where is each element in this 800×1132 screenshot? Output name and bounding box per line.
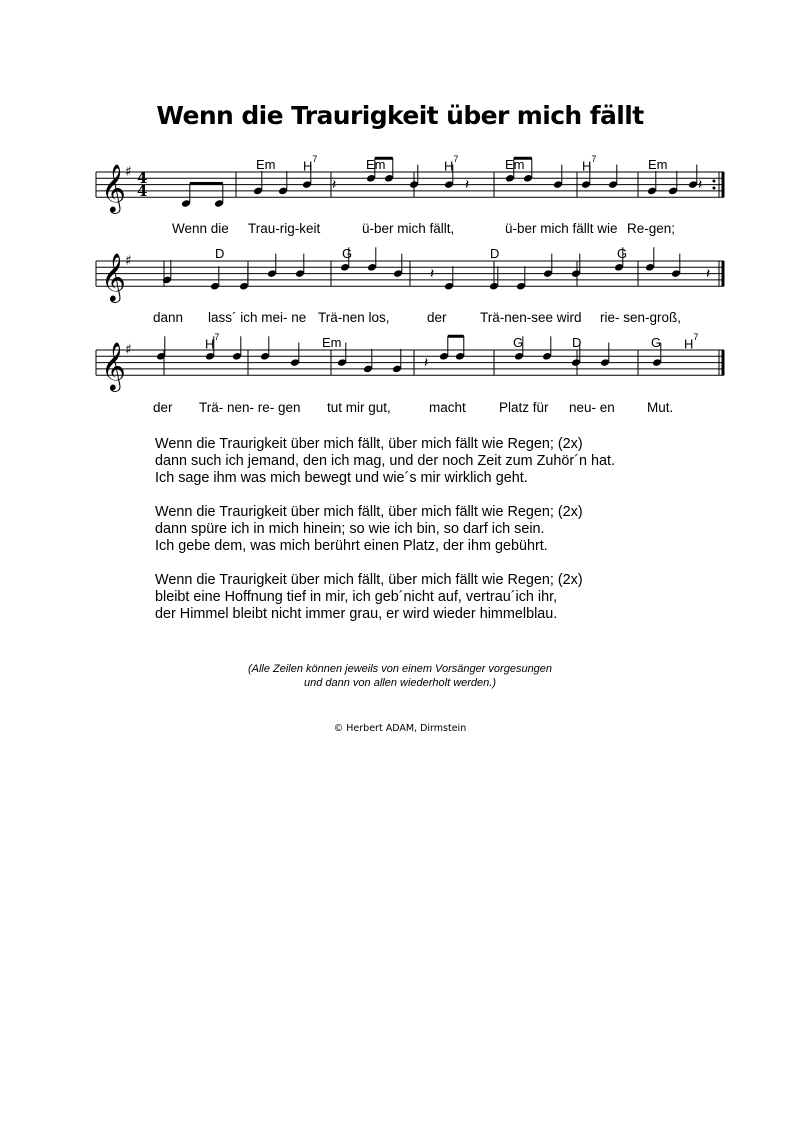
lyric-segment: Trä-nen los,: [318, 310, 390, 325]
treble-clef-icon: 𝄞: [101, 163, 126, 213]
chord-symbol: $H^7$: [684, 332, 699, 352]
chord-symbol: G: [513, 335, 524, 350]
rest-icon: 𝄽: [430, 266, 435, 282]
lyric-segment: Trau-rig-keit: [248, 221, 321, 236]
performance-note: (Alle Zeilen können jeweils von einem Vorsänger vorgesungen und dann von allen wiederholt werden.): [247, 663, 553, 689]
lyric-segment: neu- en: [569, 400, 615, 415]
chord-symbol: $H^7$: [205, 332, 220, 352]
rest-icon: 𝄽: [706, 266, 711, 282]
sheet-music: [0, 0, 800, 430]
sharp-icon: ♯: [125, 253, 132, 269]
chord-symbol: G: [651, 335, 662, 350]
lyric-segment: Trä- nen- re- gen: [199, 400, 301, 415]
lyric-segment: tut mir gut,: [327, 400, 391, 415]
copyright: © Herbert ADAM, Dirmstein: [333, 723, 467, 734]
lyric-segment: lass´ ich mei- ne: [208, 310, 307, 325]
chord-symbol: Em: [322, 335, 342, 350]
chord-symbol: $H^7$: [444, 154, 459, 174]
lyric-segment: Mut.: [647, 400, 674, 415]
rest-icon: 𝄽: [332, 177, 337, 193]
sharp-icon: ♯: [125, 342, 132, 358]
chord-symbol: Em: [505, 157, 525, 172]
verse-2: Wenn die Traurigkeit über mich fällt, über mich fällt wie Regen; (2x) dann spüre ich in mich hinein; so wie ich bin, so darf ich sein. Ich gebe dem, was mich berührt einen Platz, der ihm gebührt.: [155, 504, 583, 554]
lyric-segment: der: [153, 400, 173, 415]
chord-symbol: D: [490, 246, 500, 261]
rest-icon: 𝄽: [424, 355, 429, 371]
chord-symbol: D: [215, 246, 225, 261]
treble-clef-icon: 𝄞: [101, 341, 126, 391]
chord-symbol: G: [342, 246, 353, 261]
lyric-segment: ü-ber mich fällt,: [362, 221, 455, 236]
chord-symbol: D: [572, 335, 582, 350]
lyric-segment: der: [427, 310, 447, 325]
lyric-segment: ü-ber mich fällt wie: [505, 221, 618, 236]
chord-symbol: $H^7$: [303, 154, 318, 174]
rest-icon: 𝄽: [465, 177, 470, 193]
lyric-segment: Platz für: [499, 400, 549, 415]
chord-symbol: Em: [256, 157, 276, 172]
treble-clef-icon: 𝄞: [101, 252, 126, 302]
lyric-segment: dann: [153, 310, 184, 325]
repeat-dot: [713, 180, 716, 183]
rest-icon: 𝄽: [698, 177, 703, 193]
time-signature-top: 4: [137, 169, 148, 187]
notes: [101, 154, 716, 392]
chord-symbol: $H^7$: [582, 154, 597, 174]
time-signature-bottom: 4: [137, 182, 148, 200]
lyric-segment: macht: [429, 400, 466, 415]
chord-symbol: G: [617, 246, 628, 261]
chord-symbol: Em: [648, 157, 668, 172]
lyric-segment: Trä-nen-see wird: [480, 310, 582, 325]
repeat-dot: [713, 187, 716, 190]
chord-symbol: Em: [366, 157, 386, 172]
song-title: Wenn die Traurigkeit über mich fällt: [156, 101, 644, 130]
verses: [155, 436, 615, 640]
lyric-segment: Re-gen;: [627, 221, 676, 236]
lyric-segment: rie- sen-groß,: [600, 310, 682, 325]
lyric-segment: Wenn die: [172, 221, 229, 236]
verse-1: Wenn die Traurigkeit über mich fällt, über mich fällt wie Regen; (2x) dann such ich jemand, den ich mag, und der noch Zeit zum Zuhör´n hat. Ich sage ihm was mich bewegt und wie´s mir wirklich geht.: [155, 436, 615, 486]
sharp-icon: ♯: [125, 164, 132, 180]
verse-3: Wenn die Traurigkeit über mich fällt, über mich fällt wie Regen; (2x) bleibt eine Hoffnung tief in mir, ich geb´nicht auf, vertrau´ich ihr, der Himmel bleibt nicht immer grau, er wird wieder himmelblau.: [155, 572, 583, 622]
